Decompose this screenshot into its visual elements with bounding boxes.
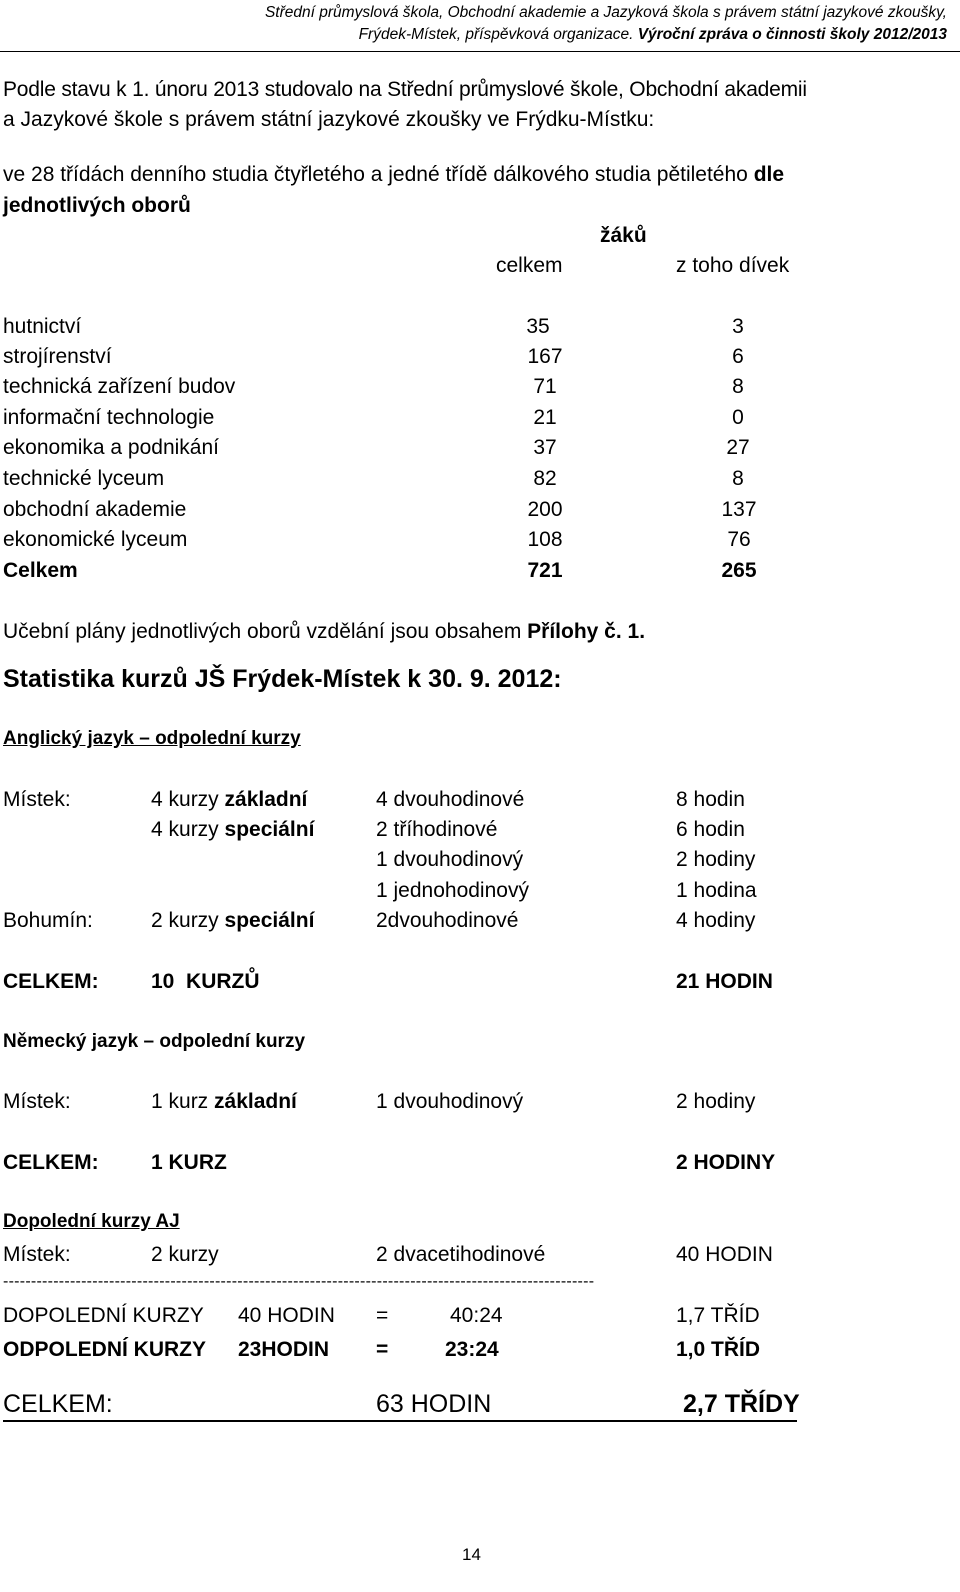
german-total-hours: 2 HODINY (676, 1151, 776, 1174)
english-place: Místek: (3, 788, 71, 811)
classes-text-bold-a: dle (753, 163, 785, 186)
row-total: 108 (527, 528, 563, 551)
english-count: 4 kurzy základní (151, 788, 308, 811)
classes-text-normal: ve 28 třídách denního studia čtyřletého a jedné třídě dálkového studia pětiletého (3, 163, 748, 186)
row-total: 200 (527, 498, 563, 521)
row-field: informační technologie (3, 406, 215, 429)
stats-title: Statistika kurzů JŠ Frýdek-Místek k 30. 9. 2012: (3, 665, 562, 693)
grand-total-label: CELKEM: (3, 1390, 113, 1418)
row-girls: 137 (721, 498, 757, 521)
english-hours: 4 hodiny (676, 909, 756, 932)
summary-afternoon-hours: 23HODIN (238, 1338, 330, 1361)
english-count: 2 kurzy speciální (151, 909, 315, 932)
row-total: 37 (533, 436, 557, 459)
row-field: technická zařízení budov (3, 375, 236, 398)
sum-label: Celkem (3, 559, 78, 582)
row-total: 167 (527, 345, 563, 368)
german-total-courses: 1 KURZ (151, 1151, 227, 1174)
row-girls: 8 (732, 375, 744, 398)
classes-text (3, 160, 784, 190)
english-total-label: CELKEM: (3, 970, 99, 993)
header-divider (0, 51, 960, 52)
students-group-header: žáků (600, 224, 647, 247)
row-field: technické lyceum (3, 467, 165, 490)
german-total-label: CELKEM: (3, 1151, 99, 1174)
row-field: ekonomické lyceum (3, 528, 188, 551)
english-place: Bohumín: (3, 909, 93, 932)
row-girls: 76 (727, 528, 751, 551)
morning-count: 2 kurzy (151, 1243, 219, 1266)
summary-afternoon-classes: 1,0 TŘÍD (676, 1338, 761, 1361)
row-total: 82 (533, 467, 557, 490)
english-duration: 1 dvouhodinový (376, 848, 524, 871)
english-count: 4 kurzy speciální (151, 818, 315, 841)
header-line-2 (359, 24, 947, 46)
header-report-title: Výroční zpráva o činnosti školy 2012/2013 (637, 26, 947, 43)
german-count: 1 kurz základní (151, 1090, 297, 1113)
row-girls: 0 (732, 406, 744, 429)
row-total: 35 (526, 315, 550, 338)
english-hours: 2 hodiny (676, 848, 756, 871)
english-hours: 8 hodin (676, 788, 745, 811)
row-total: 71 (533, 375, 557, 398)
summary-morning-label: DOPOLEDNÍ KURZY (3, 1304, 204, 1327)
english-hours: 1 hodina (676, 879, 757, 902)
row-girls: 8 (732, 467, 744, 490)
english-duration: 1 jednohodinový (376, 879, 529, 902)
english-total-courses: 10 KURZŮ (151, 970, 260, 993)
row-girls: 3 (732, 315, 744, 338)
row-field: obchodní akademie (3, 498, 187, 521)
sum-girls: 265 (721, 559, 757, 582)
grand-total-classes: 2,7 TŘÍDY (683, 1390, 800, 1418)
intro-line-2: a Jazykové škole s právem státní jazykové zkoušky ve Frýdku-Místku: (3, 108, 655, 131)
german-heading: Německý jazyk – odpolední kurzy (3, 1031, 306, 1052)
morning-hours: 40 HODIN (676, 1243, 773, 1266)
plans-note-text: Učební plány jednotlivých oborů vzdělání jsou obsahem (3, 620, 528, 643)
german-hours: 2 hodiny (676, 1090, 756, 1113)
english-hours: 6 hodin (676, 818, 745, 841)
col-total-header: celkem (496, 254, 563, 277)
english-duration: 2 tříhodinové (376, 818, 498, 841)
summary-morning-eq: = (376, 1304, 389, 1327)
row-field: hutnictví (3, 315, 82, 338)
grand-total-hours: 63 HODIN (376, 1390, 492, 1418)
summary-morning-classes: 1,7 TŘÍD (676, 1304, 760, 1327)
row-field: strojírenství (3, 345, 112, 368)
classes-text-bold-b: jednotlivých oborů (3, 194, 191, 217)
plans-note (3, 617, 645, 647)
german-place: Místek: (3, 1090, 71, 1113)
row-girls: 6 (732, 345, 744, 368)
sum-total: 721 (527, 559, 563, 582)
german-duration: 1 dvouhodinový (376, 1090, 524, 1113)
intro-line-1: Podle stavu k 1. únoru 2013 studovalo na Střední průmyslové škole, Obchodní akademii (3, 78, 807, 101)
row-total: 21 (533, 406, 557, 429)
dashed-divider: ---------------------------------------------------------------------------------------------------------- (3, 1273, 595, 1290)
row-field: ekonomika a podnikání (3, 436, 219, 459)
english-duration: 2dvouhodinové (376, 909, 519, 932)
plans-note-appendix: Přílohy č. 1. (527, 620, 646, 643)
english-total-hours: 21 HODIN (676, 970, 773, 993)
english-heading: Anglický jazyk – odpolední kurzy (3, 728, 301, 749)
header-org: Frýdek-Místek, příspěvková organizace. (358, 26, 638, 43)
summary-morning-hours: 40 HODIN (238, 1304, 335, 1327)
header-line-1: Střední průmyslová škola, Obchodní akademie a Jazyková škola s právem státní jazykové zkoušky, (264, 4, 947, 21)
summary-afternoon-ratio: 23:24 (445, 1338, 499, 1361)
morning-place: Místek: (3, 1243, 71, 1266)
row-girls: 27 (726, 436, 750, 459)
morning-duration: 2 dvacetihodinové (376, 1243, 546, 1266)
morning-heading: Dopolední kurzy AJ (3, 1211, 180, 1232)
summary-morning-ratio: 40:24 (450, 1304, 503, 1327)
summary-afternoon-eq: = (376, 1338, 389, 1361)
col-girls-header: z toho dívek (676, 254, 790, 277)
english-duration: 4 dvouhodinové (376, 788, 525, 811)
page-number: 14 (462, 1545, 481, 1564)
summary-afternoon-label: ODPOLEDNÍ KURZY (3, 1338, 207, 1361)
